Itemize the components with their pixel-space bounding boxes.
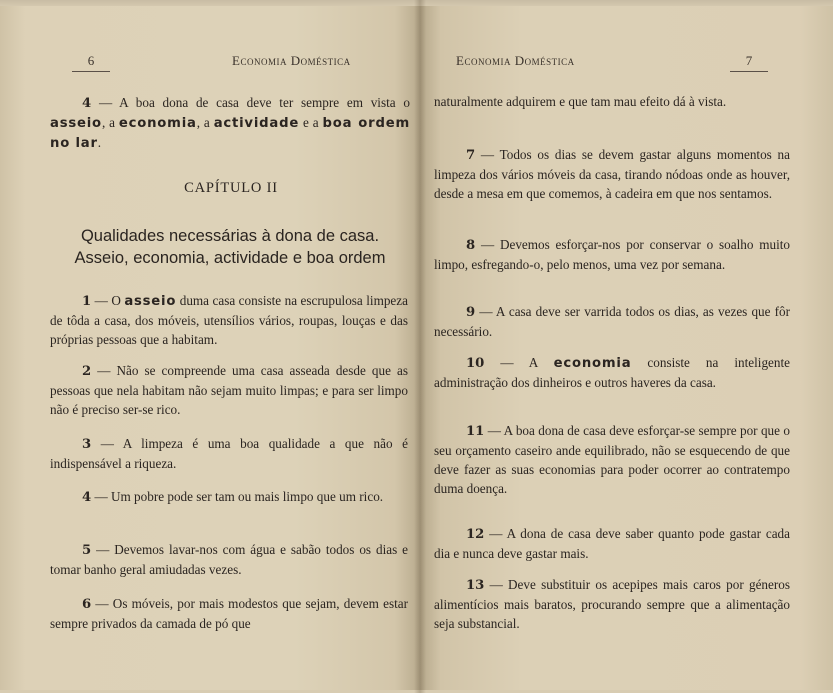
para-text: — Devemos esforçar-nos por conservar o soalho muito limpo, esfregando-o, pelo menos, uma vez por semana. [434, 237, 790, 272]
right-para-8 [434, 235, 790, 274]
para-text: — Todos os dias se devem gastar alguns momentos na limpeza dos vários móveis da casa, tirando nódoas onde as houver, desde a mesa em que comemos, à cadeira em que nos sentamos. [434, 147, 790, 201]
left-para-4 [50, 487, 408, 507]
para-text: , a [101, 115, 119, 130]
para-text: — A casa deve ser varrida todos os dias, as vezes que fôr necessário. [434, 304, 790, 339]
para-text: duma casa consiste na escrupulosa limpeza de tôda a casa, dos móveis, utensílios vários, roupas, louças e das próprias pessoas que a habitam. [50, 293, 408, 347]
left-para-3 [50, 434, 408, 473]
para-number: 6 [82, 597, 92, 612]
para-number: 13 [466, 578, 485, 593]
section-title-line-2: Asseio, economia, actividade e boa ordem [74, 249, 386, 267]
para-text: — A boa dona de casa deve ter sempre em vista o [91, 95, 410, 110]
para-number: 3 [82, 437, 92, 452]
keyword-boa-ordem: boa ordem no lar [50, 116, 410, 151]
left-page-number: 6 [72, 53, 110, 72]
para-text: — A limpeza é uma boa qualidade a que não é indispensável a riqueza. [50, 436, 408, 471]
para-text: — Não se compreende uma casa asseada desde que as pessoas que nela habitam não sejam muito limpas; e para ser limpo não é preciso ser-se rico. [50, 363, 408, 417]
right-para-12 [434, 524, 790, 563]
keyword-asseio: asseio [124, 294, 177, 309]
left-para-2 [50, 361, 408, 419]
right-para-11 [434, 421, 790, 498]
para-number: 2 [82, 364, 92, 379]
keyword-actividade: actividade [213, 116, 300, 131]
para-number: 9 [466, 305, 476, 320]
right-para-continuation: naturalmente adquirem e que tam mau efeito dá à vista. [434, 94, 727, 109]
left-page [0, 6, 420, 690]
keyword-asseio: asseio [50, 116, 102, 131]
right-running-head: Economia Doméstica [456, 53, 575, 68]
para-text: — A dona de casa deve saber quanto pode gastar cada dia e nunca deve gastar mais. [434, 526, 790, 561]
left-running-head: Economia Doméstica [232, 53, 351, 68]
para-text: — Deve substituir os acepipes mais caros por géneros alimentícios mais baratos, procurando sempre que a alimentação seja substancial. [434, 577, 790, 631]
para-number: 4 [82, 490, 92, 505]
right-para-7 [434, 145, 790, 203]
para-number: 12 [466, 527, 485, 542]
book-gutter [414, 0, 426, 693]
para-text: , a [196, 115, 214, 130]
left-para-5 [50, 540, 408, 579]
right-para-10 [434, 353, 790, 392]
para-text: . [97, 135, 102, 150]
left-para-1 [50, 291, 408, 349]
right-para-13 [434, 575, 790, 633]
para-text: — Devemos lavar-nos com água e sabão todos os dias e tomar banho geral amiudadas vezes. [50, 542, 408, 577]
para-text: — A [484, 355, 554, 370]
para-number: 10 [466, 356, 485, 371]
right-para-9 [434, 302, 790, 341]
left-para-4-intro [50, 93, 410, 153]
para-text: — O [91, 293, 125, 308]
para-number: 7 [466, 148, 476, 163]
keyword-economia: economia [553, 356, 632, 371]
chapter-heading: CAPÍTULO II [184, 180, 278, 196]
para-number: 11 [466, 424, 485, 439]
para-number: 8 [466, 238, 476, 253]
para-text: consiste na inteligente administração dos dinheiros e outros haveres da casa. [434, 355, 790, 390]
para-number: 1 [82, 294, 92, 309]
right-page-number: 7 [730, 53, 768, 72]
para-text: e a [299, 115, 323, 130]
left-para-6 [50, 594, 408, 633]
para-text: — Os móveis, por mais modestos que sejam, devem estar sempre privados da camada de pó que [50, 596, 408, 631]
para-text: — Um pobre pode ser tam ou mais limpo que um rico. [91, 489, 384, 504]
para-text: — A boa dona de casa deve esforçar-se sempre por que o seu orçamento caseiro ande equilibrado, não se esquecendo de que deve fazer as suas economias para poder ocorrer ao contratempo duma doença. [434, 423, 790, 496]
para-number: 5 [82, 543, 92, 558]
section-title [46, 225, 414, 269]
keyword-economia: economia [118, 116, 197, 131]
right-page [420, 6, 833, 690]
section-title-line-1: Qualidades necessárias à dona de casa. [80, 227, 380, 245]
para-number: 4 [82, 96, 92, 111]
